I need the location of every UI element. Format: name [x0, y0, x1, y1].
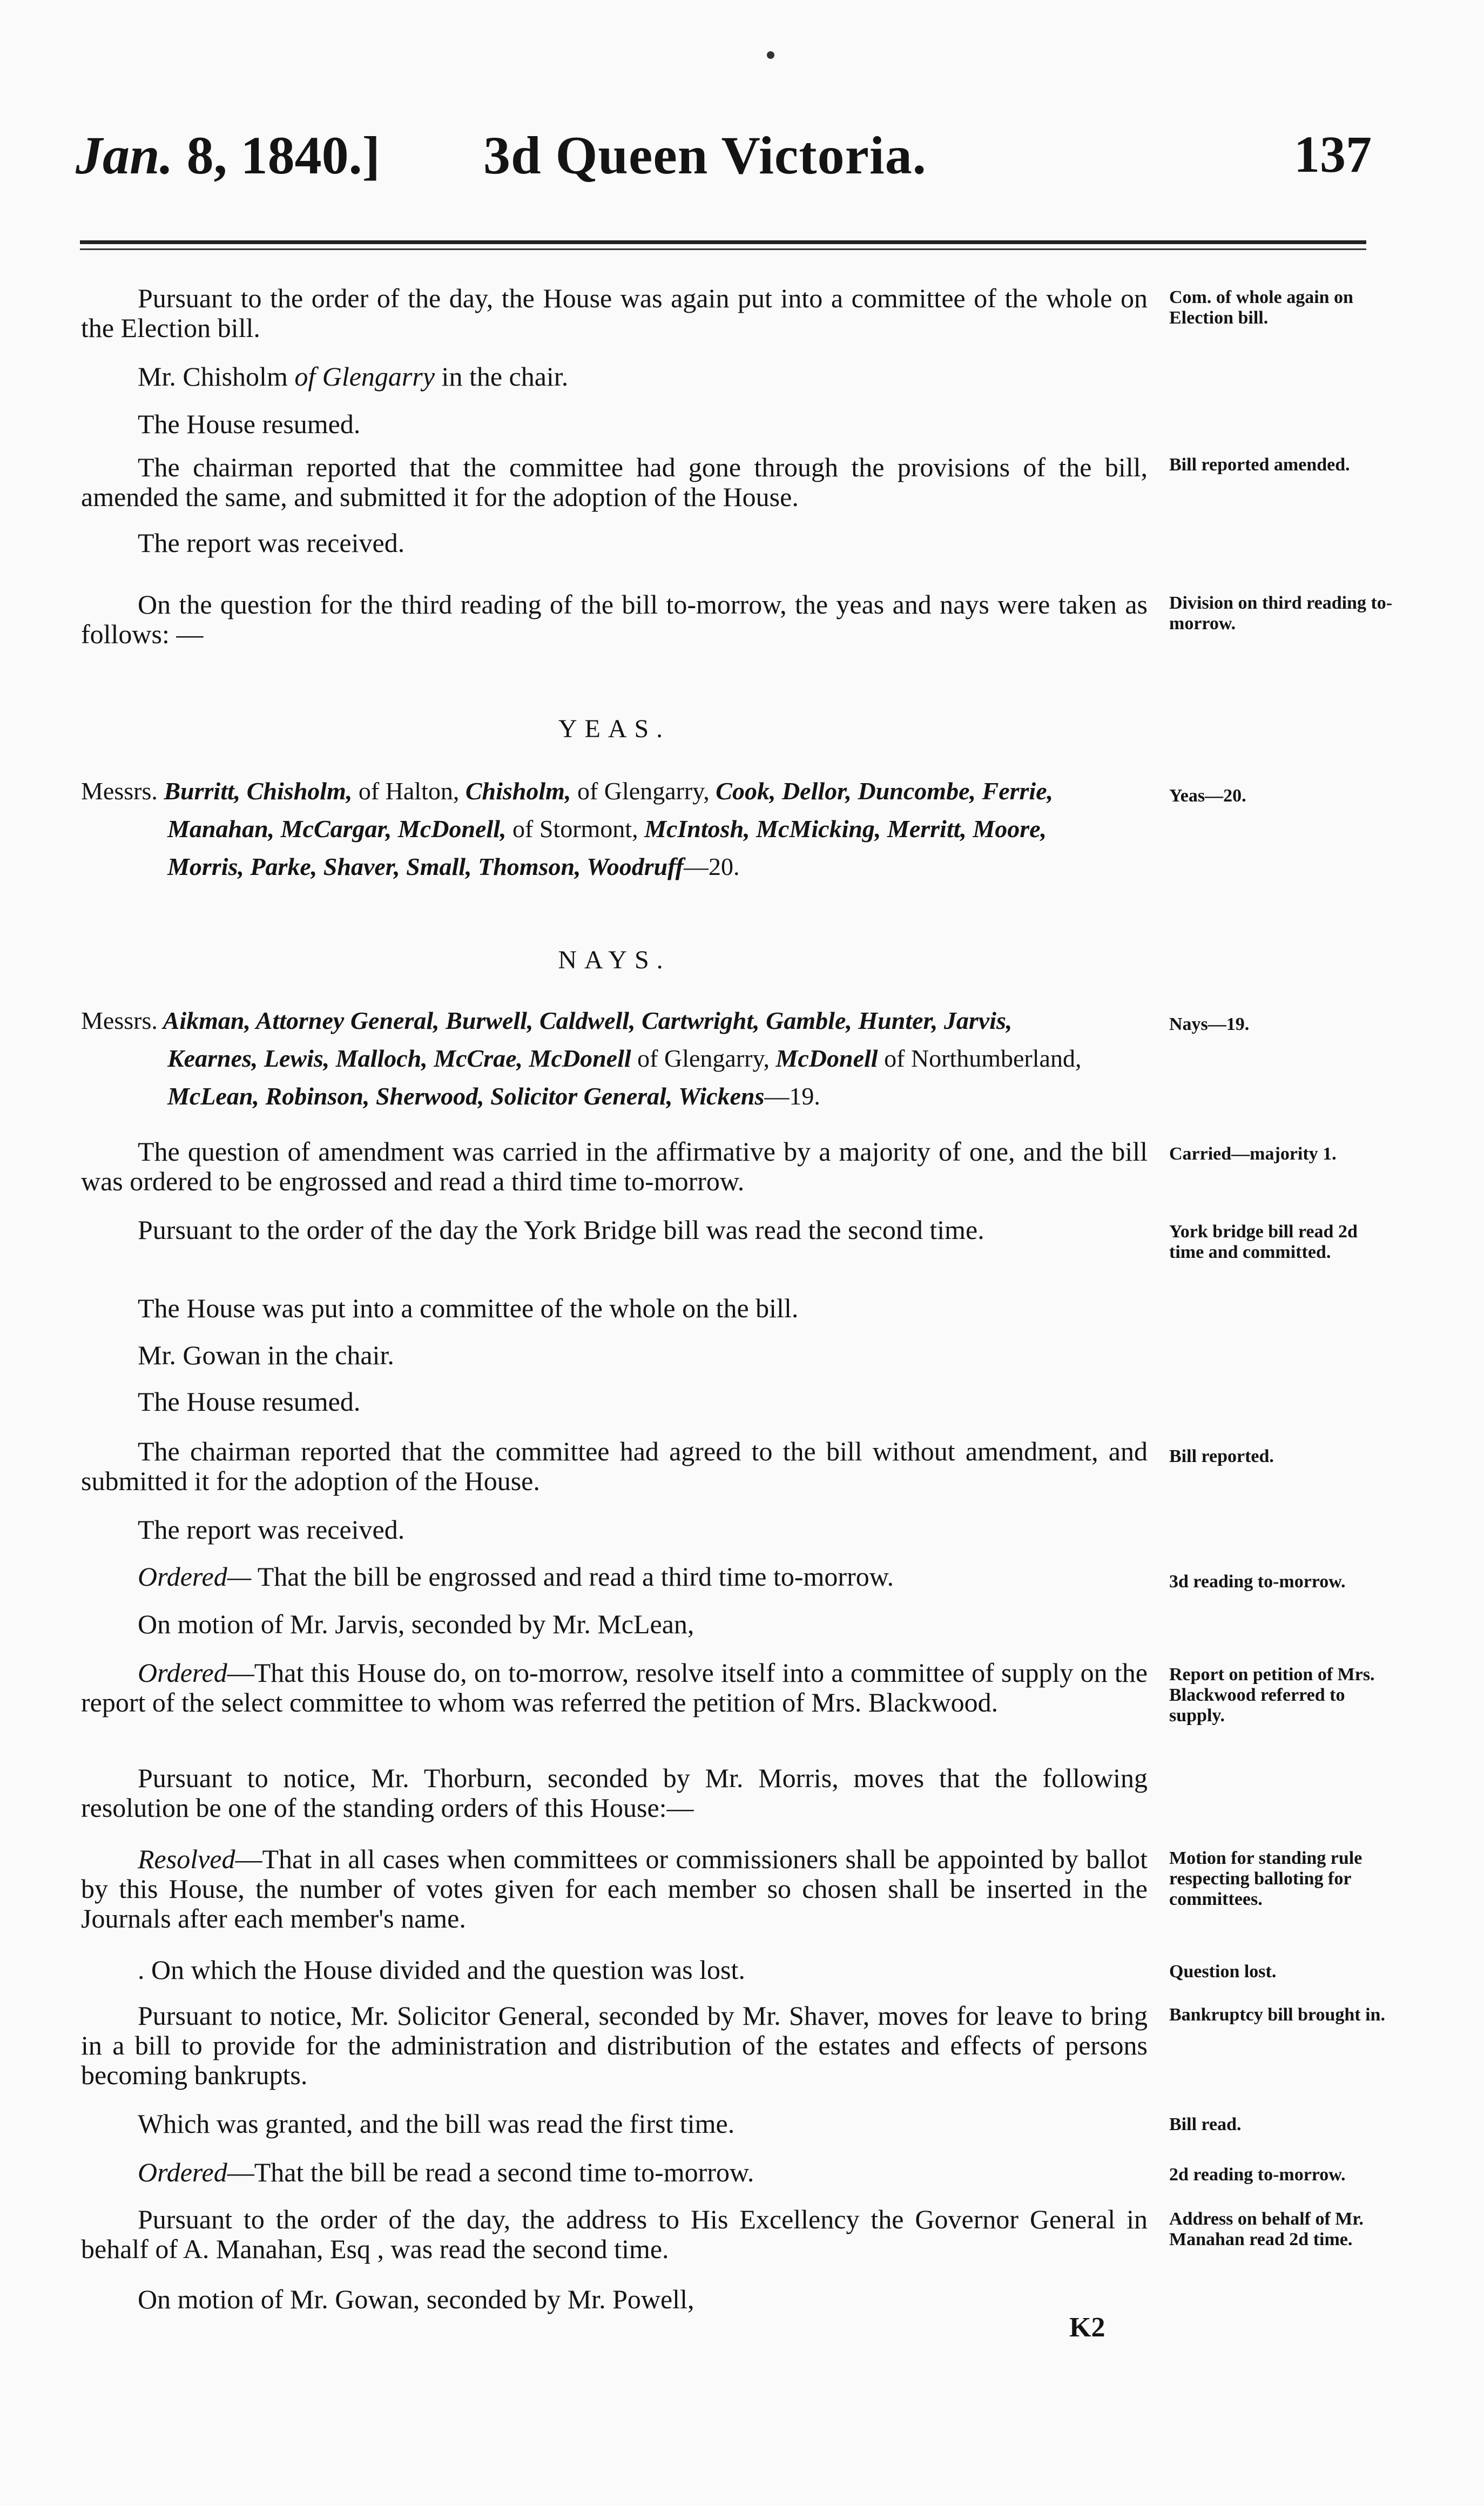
paragraph: Pursuant to the order of the day, the address to His Excellency the Governor General in behalf of A. Manahan, Esq , was read the second time.	[81, 2204, 1148, 2264]
running-header	[76, 124, 1372, 200]
paragraph: The report was received.	[138, 528, 405, 558]
paragraph: The report was received.	[138, 1514, 405, 1545]
nays-line-3	[81, 1077, 1148, 1115]
constituency-text: of Stormont,	[506, 815, 645, 843]
yeas-line-2	[81, 810, 1148, 848]
margin-note: Bankruptcy bill brought in.	[1169, 2005, 1385, 2025]
margin-note: Carried—majority 1.	[1169, 1144, 1337, 1164]
paragraph: On the question for the third reading of the bill to-morrow, the yeas and nays were taken as follows: —	[81, 589, 1148, 649]
paragraph: The House resumed.	[138, 409, 361, 439]
margin-note: 2d reading to-morrow.	[1169, 2165, 1346, 2185]
header-date	[76, 124, 380, 186]
paragraph: Which was granted, and the bill was read the first time.	[138, 2108, 735, 2139]
paragraph: The chairman reported that the committee had gone through the provisions of the bill, amended the same, and submitted it for the adoption of the House.	[81, 452, 1148, 512]
member-name: Manahan, McCargar, McDonell,	[167, 815, 507, 843]
yeas-list	[81, 772, 1148, 886]
member-name: Aikman, Attorney General, Burwell, Caldwell, Cartwright, Gamble, Hunter, Jarvis,	[157, 1007, 1013, 1034]
paragraph: On motion of Mr. Jarvis, seconded by Mr. McLean,	[138, 1609, 694, 1639]
margin-note: Report on petition of Mrs. Blackwood referred to supply.	[1169, 1665, 1375, 1726]
margin-note: Division on third reading to-morrow.	[1169, 593, 1393, 634]
names-text	[167, 853, 739, 880]
margin-note: Bill reported.	[1169, 1446, 1274, 1466]
constituency-text: —20.	[683, 853, 740, 880]
text: —That the bill be read a second time to-morrow.	[227, 2157, 754, 2187]
text: —That this House do, on to-morrow, resolve itself into a committee of supply on the report of the select committee to whom was referred the petition of Mrs. Blackwood.	[81, 1658, 1148, 1717]
nays-list	[81, 1002, 1148, 1115]
member-name: Cook, Dellor, Duncombe, Ferrie,	[716, 777, 1054, 805]
names-text	[167, 1045, 1081, 1072]
margin-note: Nays—19.	[1169, 1014, 1250, 1034]
names-text	[167, 815, 1047, 843]
text: —That in all cases when committees or commissioners shall be appointed by ballot by this House, the number of votes given for each member so chosen shall be inserted in the Journals after each member's name.	[81, 1844, 1148, 1934]
yeas-line-3	[81, 848, 1148, 886]
signature-mark: K2	[1069, 2312, 1105, 2343]
paragraph: The House was put into a committee of the whole on the bill.	[138, 1293, 799, 1323]
constituency-text: of Glengarry,	[571, 777, 716, 805]
paragraph: Pursuant to notice, Mr. Thorburn, seconded by Mr. Morris, moves that the following resolution be one of the standing orders of this House:—	[81, 1763, 1148, 1823]
yeas-heading: YEAS.	[558, 715, 671, 743]
paragraph: The question of amendment was carried in the affirmative by a majority of one, and the bill was ordered to be engrossed and read a third time to-morrow.	[81, 1136, 1148, 1196]
names-text	[158, 1007, 1013, 1034]
margin-note: Question lost.	[1169, 1962, 1277, 1982]
paragraph	[81, 1844, 1148, 1934]
header-title: 3d Queen Victoria.	[483, 125, 927, 185]
text-italic: Ordered	[138, 2157, 227, 2187]
member-name: Kearnes, Lewis, Malloch, McCrae, McDonell	[167, 1045, 631, 1072]
paragraph: The House resumed.	[138, 1386, 361, 1417]
margin-note: Bill read.	[1169, 2114, 1242, 2134]
constituency-text: of Glengarry,	[631, 1045, 776, 1072]
header-date-month: Jan.	[76, 125, 173, 185]
paragraph: Pursuant to notice, Mr. Solicitor General, seconded by Mr. Shaver, moves for leave to bring in a bill to provide for the administration and distribution of the estates and effects of persons becoming bankrupts.	[81, 2000, 1148, 2090]
member-name: McIntosh, McMicking, Merritt, Moore,	[644, 815, 1047, 843]
paragraph	[81, 2158, 1148, 2187]
stray-ink-dot	[767, 51, 774, 59]
constituency-text: of Northumberland,	[878, 1045, 1082, 1072]
paragraph	[81, 362, 1148, 392]
member-name: Chisholm,	[465, 777, 571, 805]
constituency-text: of Halton,	[352, 777, 466, 805]
text-italic: of Glengarry	[294, 361, 435, 392]
paragraph: Mr. Gowan in the chair.	[138, 1340, 394, 1370]
names-text	[158, 777, 1053, 805]
margin-note: Motion for standing rule respecting balloting for committees.	[1169, 1848, 1362, 1909]
paragraph	[81, 1658, 1148, 1717]
margin-note: 3d reading to-morrow.	[1169, 1572, 1346, 1592]
margin-note: Bill reported amended.	[1169, 455, 1350, 475]
paragraph: . On which the House divided and the question was lost.	[138, 1955, 745, 1985]
text-italic: Resolved	[138, 1844, 235, 1874]
yeas-line-1	[81, 772, 1148, 810]
text-italic: Ordered	[138, 1658, 227, 1688]
paragraph	[81, 1562, 1148, 1592]
nays-heading: NAYS.	[558, 946, 671, 974]
header-rule-thin	[80, 248, 1366, 250]
nays-line-1	[81, 1002, 1148, 1040]
margin-note: York bridge bill read 2d time and committed.	[1169, 1222, 1358, 1262]
messrs-label: Messrs.	[81, 777, 158, 805]
margin-note: Address on behalf of Mr. Manahan read 2d time.	[1169, 2209, 1364, 2249]
text: Mr. Chisholm	[138, 361, 295, 392]
paragraph: On motion of Mr. Gowan, seconded by Mr. Powell,	[138, 2284, 694, 2314]
nays-line-2	[81, 1040, 1148, 1077]
member-name: McLean, Robinson, Sherwood, Solicitor General, Wickens	[167, 1082, 765, 1110]
text-italic: Ordered—	[138, 1561, 252, 1592]
margin-note: Com. of whole again on Election bill.	[1169, 287, 1353, 328]
member-name: McDonell	[775, 1045, 878, 1072]
margin-note: Yeas—20.	[1169, 786, 1246, 806]
paragraph: Pursuant to the order of the day, the House was again put into a committee of the whole on the Election bill.	[81, 283, 1148, 343]
paragraph: Pursuant to the order of the day the York Bridge bill was read the second time.	[138, 1215, 984, 1245]
constituency-text: —19.	[764, 1082, 820, 1110]
text: in the chair.	[435, 361, 569, 392]
page-number: 137	[1294, 125, 1372, 183]
member-name: Burritt, Chisholm,	[157, 777, 353, 805]
header-date-rest: 8, 1840.]	[186, 125, 380, 185]
names-text	[167, 1082, 820, 1110]
header-rule-thick	[80, 240, 1366, 244]
messrs-label: Messrs.	[81, 1007, 158, 1034]
paragraph: The chairman reported that the committee had agreed to the bill without amendment, and submitted it for the adoption of the House.	[81, 1436, 1148, 1496]
member-name: Morris, Parke, Shaver, Small, Thomson, Woodruff	[167, 853, 684, 880]
text: That the bill be engrossed and read a third time to-morrow.	[251, 1561, 894, 1592]
